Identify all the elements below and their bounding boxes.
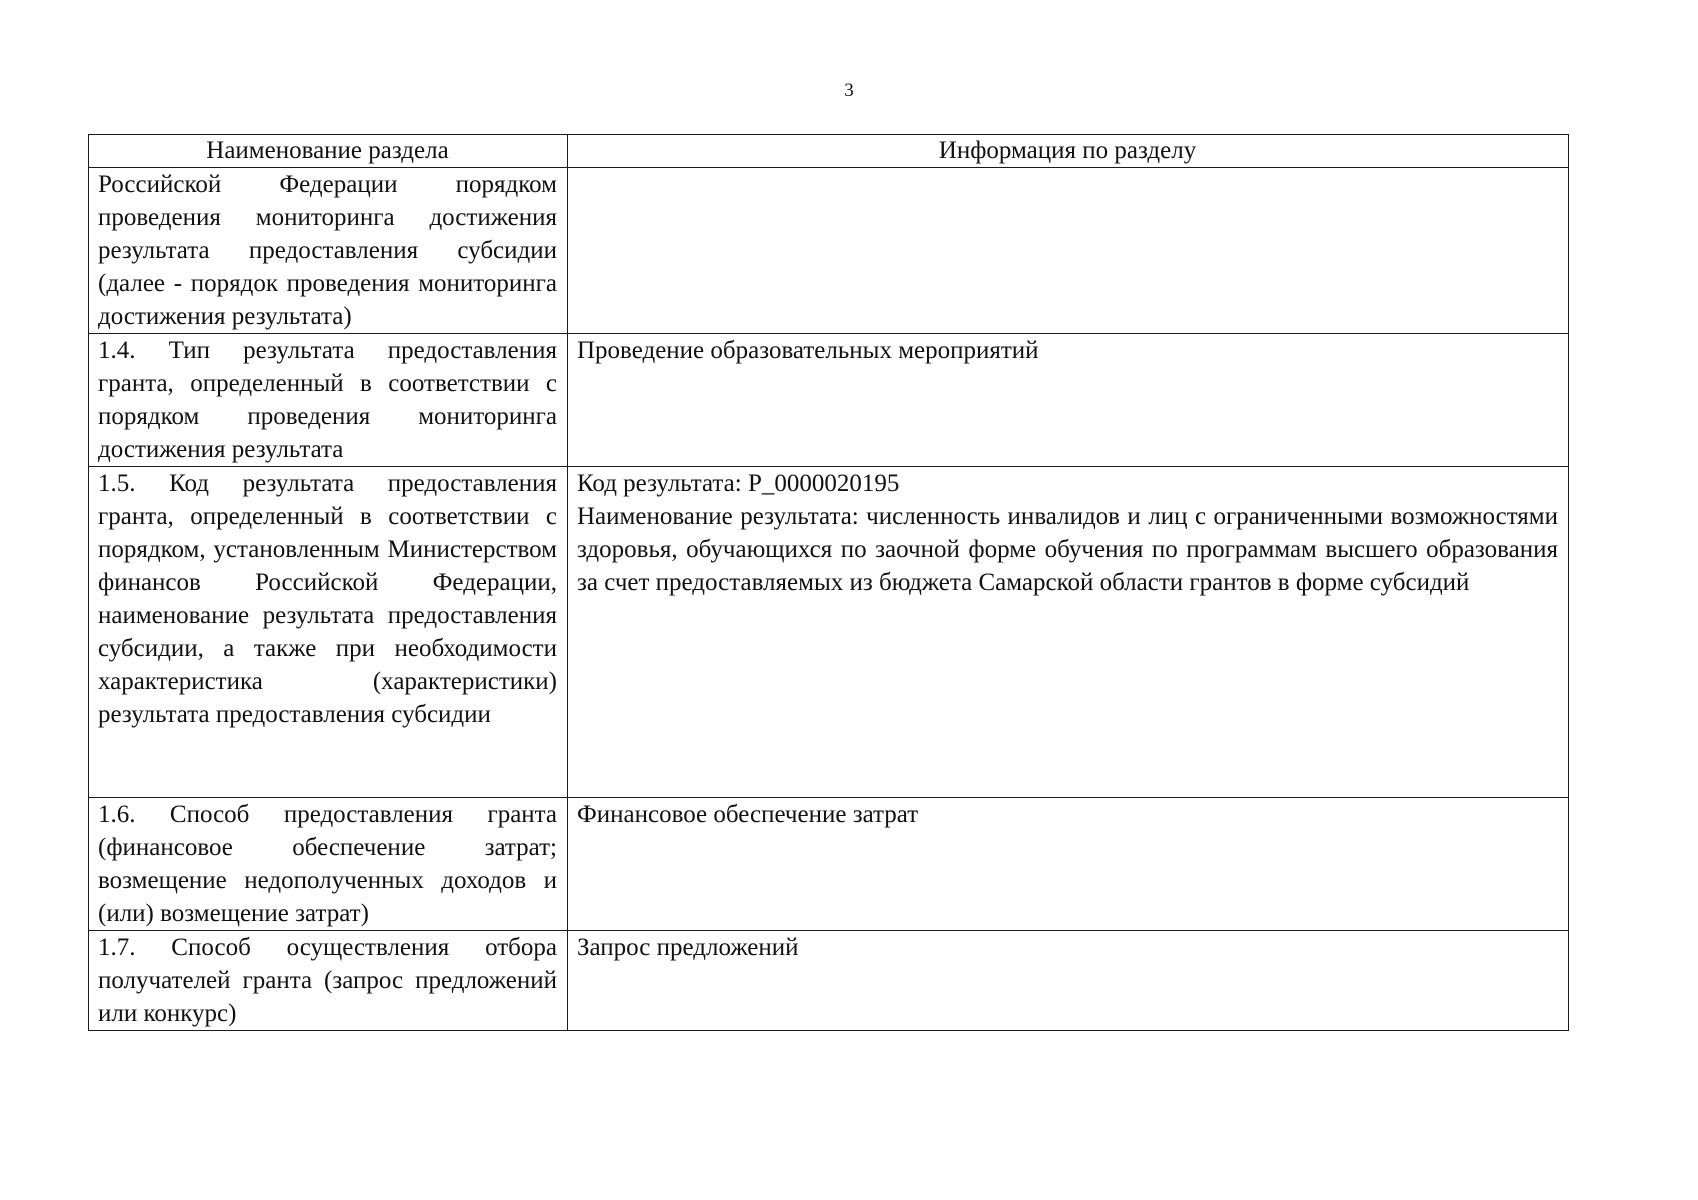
section-info-cell: [568, 467, 1569, 798]
section-info-cell: [568, 931, 1569, 1031]
section-name-cell: 1.5. Код результата предоставления гранта, определенный в соответствии с порядком, установленным Министерством финансов Российской Федерации, наименование результата предоставления субсидии, а также при необходимости характеристика (характеристики) результата предоставления субсидии: [89, 467, 568, 798]
section-info-line: Проведение образовательных мероприятий: [577, 337, 1039, 364]
table-row: [89, 798, 1569, 931]
section-info-cell: [568, 334, 1569, 467]
section-info-cell: [568, 168, 1569, 334]
section-name-cell: 1.4. Тип результата предоставления гранта, определенный в соответствии с порядком проведения мониторинга достижения результата: [89, 334, 568, 467]
table-header-row: [89, 135, 1569, 168]
header-section-info: Информация по разделу: [568, 135, 1569, 168]
result-name: Наименование результата: численность инвалидов и лиц с ограниченными возможностями здоровья, обучающихся по заочной форме обучения по программам высшего образования за счет предоставляемых из бюджета Самарской области грантов в форме субсидий: [577, 503, 1558, 596]
result-code: Код результата: P_0000020195: [577, 470, 900, 497]
section-info-cell: [568, 798, 1569, 931]
page-number: 3: [844, 80, 854, 101]
section-info-line: Запрос предложений: [577, 934, 799, 961]
table-row: [89, 467, 1569, 798]
table-row: [89, 334, 1569, 467]
section-name-cell: 1.6. Способ предоставления гранта (финансовое обеспечение затрат; возмещение недополученных доходов и (или) возмещение затрат): [89, 798, 568, 931]
header-section-name: Наименование раздела: [89, 135, 568, 168]
section-name-cell: Российской Федерации порядком проведения мониторинга достижения результата предоставления субсидии (далее - порядок проведения мониторинга достижения результата): [89, 168, 568, 334]
table-row: [89, 168, 1569, 334]
section-name-cell: 1.7. Способ осуществления отбора получателей гранта (запрос предложений или конкурс): [89, 931, 568, 1031]
sections-table: [88, 134, 1569, 1031]
section-info-line: Финансовое обеспечение затрат: [577, 801, 919, 828]
table-row: [89, 931, 1569, 1031]
